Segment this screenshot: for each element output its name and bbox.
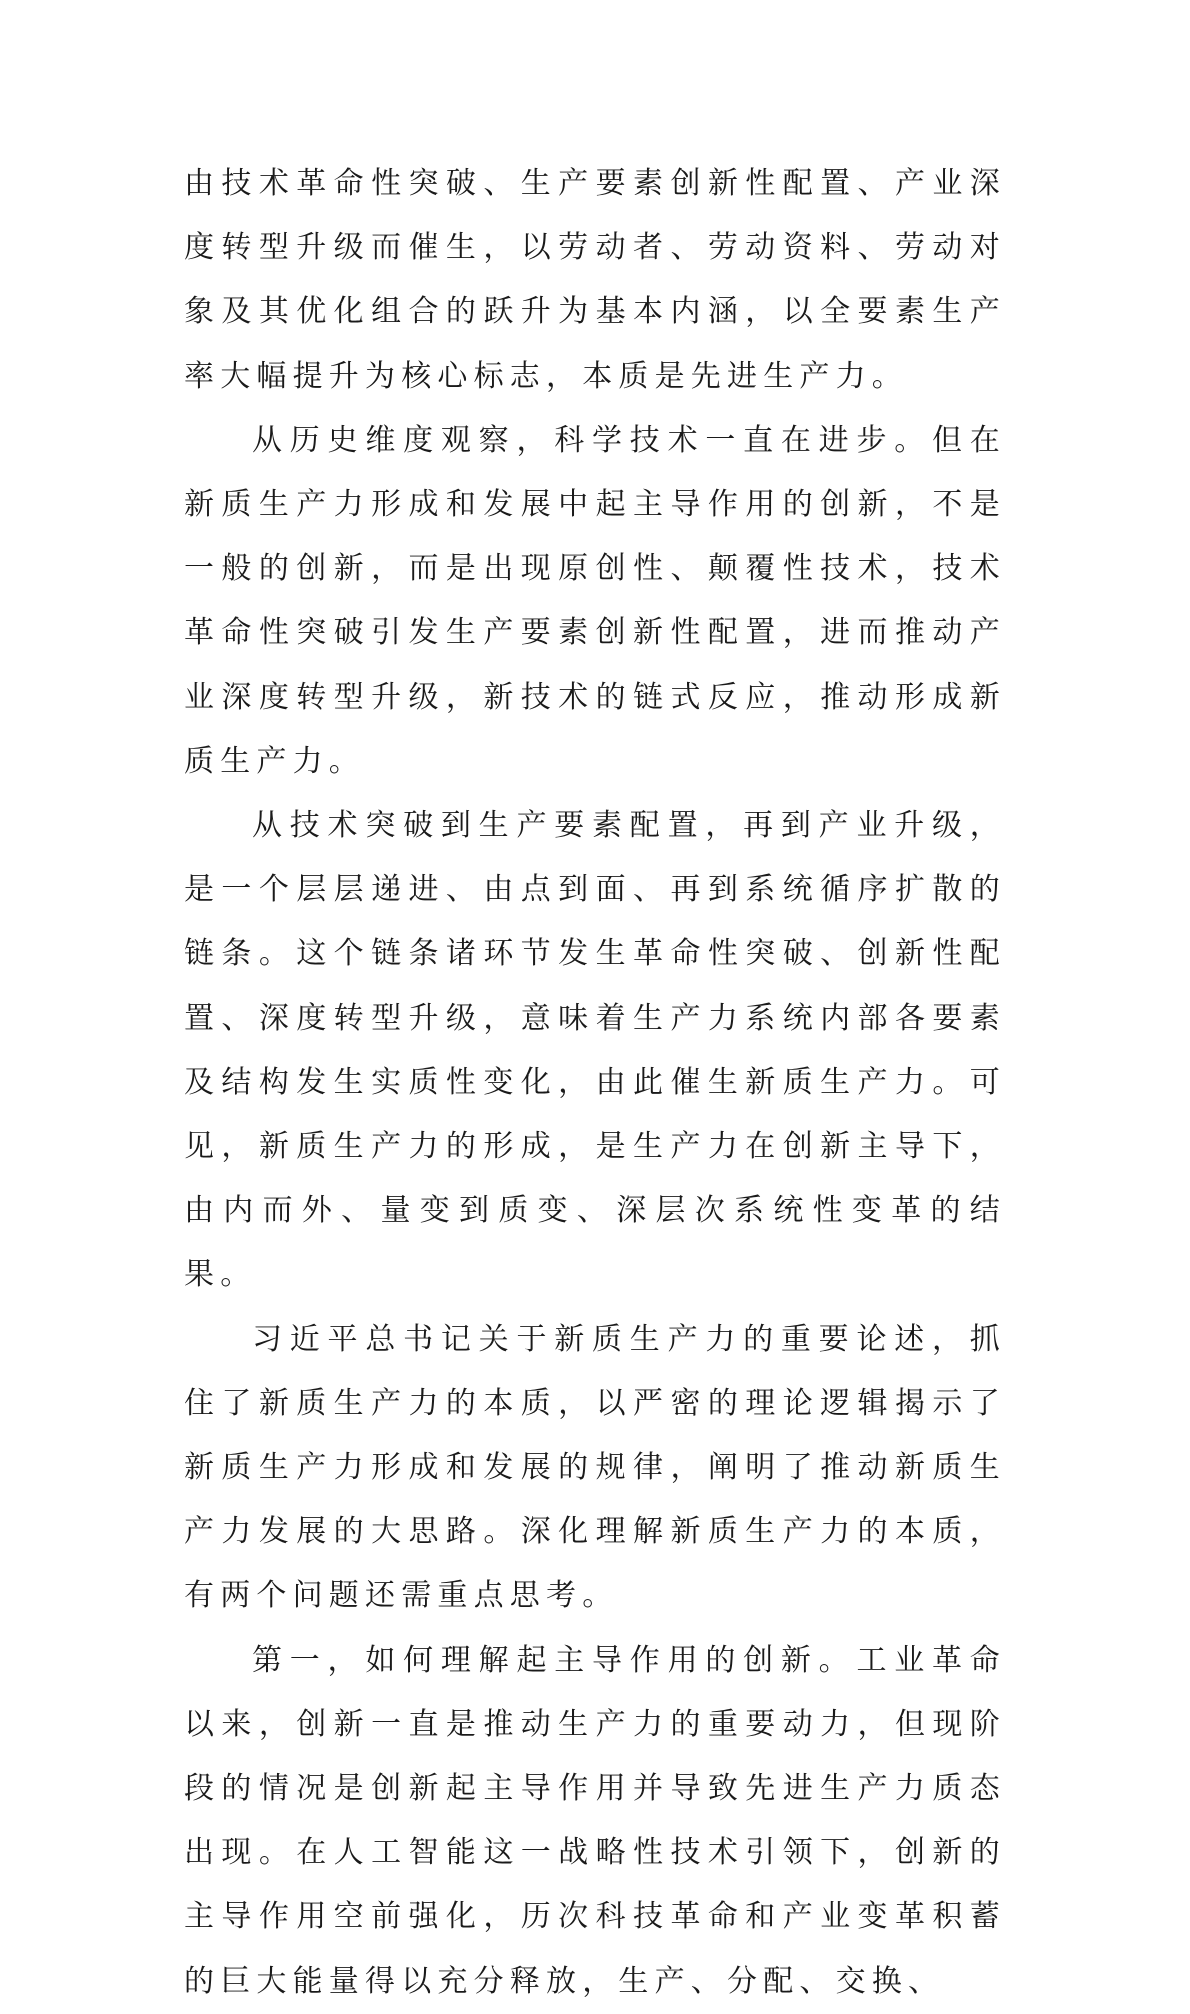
paragraph-5: 第一，如何理解起主导作用的创新。工业革命以来，创新一直是推动生产力的重要动力，但现阶段的情况是创新起主导作用并导致先进生产力质态出现。在人工智能这一战略性技术引领下，创新的主导作用空前强化，历次科技革命和产业变革积蓄的巨大能量得以充分释放，生产、分配、交换、 [184, 1642, 1006, 1999]
paragraph-1: 由技术革命性突破、生产要素创新性配置、产业深度转型升级而催生，以劳动者、劳动资料、劳动对象及其优化组合的跃升为基本内涵，以全要素生产率大幅提升为核心标志，本质是先进生产力。 [184, 166, 1006, 394]
body-text [184, 152, 1006, 2014]
paragraph-2: 从历史维度观察，科学技术一直在进步。但在新质生产力形成和发展中起主导作用的创新，不是一般的创新，而是出现原创性、颠覆性技术，技术革命性突破引发生产要素创新性配置，进而推动产业深度转型升级，新技术的链式反应，推动形成新质生产力。 [184, 422, 1006, 779]
paragraph-4: 习近平总书记关于新质生产力的重要论述，抓住了新质生产力的本质，以严密的理论逻辑揭示了新质生产力形成和发展的规律，阐明了推动新质生产力发展的大思路。深化理解新质生产力的本质，有两个问题还需重点思考。 [184, 1321, 1006, 1614]
paragraph-3: 从技术突破到生产要素配置，再到产业升级，是一个层层递进、由点到面、再到系统循序扩散的链条。这个链条诸环节发生革命性突破、创新性配置、深度转型升级，意味着生产力系统内部各要素及结构发生实质性变化，由此催生新质生产力。可见，新质生产力的形成，是生产力在创新主导下，由内而外、量变到质变、深层次系统性变革的结果。 [184, 808, 1006, 1293]
